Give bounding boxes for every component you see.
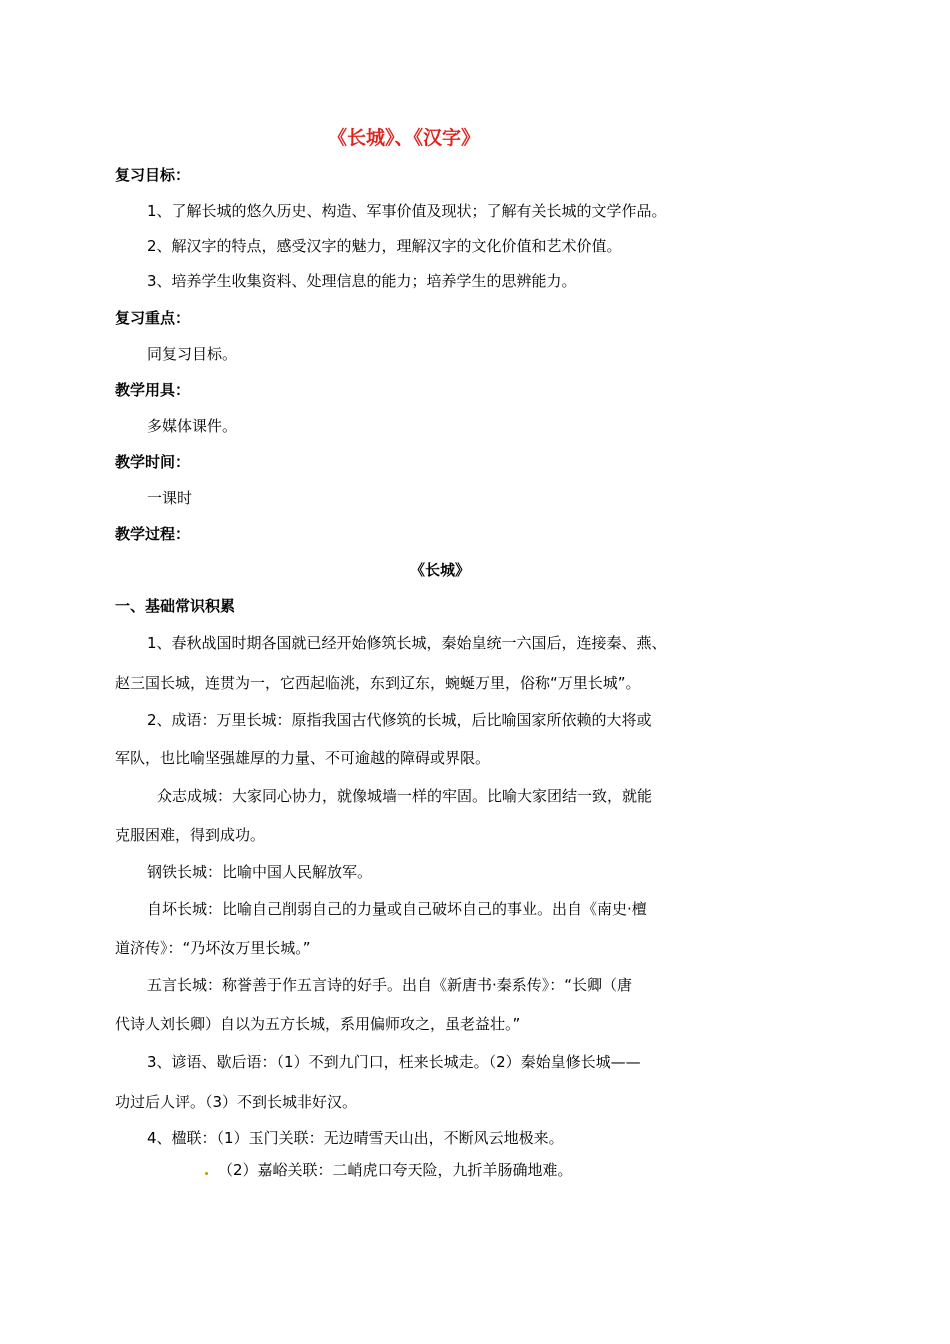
goal-item: 1、了解长城的悠久历史、构造、军事价值及现状；了解有关长城的文学作品。 (147, 202, 667, 220)
body-line: 代诗人刘长卿）自以为五方长城，系用偏师攻之，虽老益壮。” (115, 1015, 521, 1033)
body-line: 钢铁长城：比喻中国人民解放军。 (147, 863, 373, 881)
body-line: 道济传》：“乃坏汝万里长城。” (115, 939, 311, 957)
body-line: 众志成城：大家同心协力，就像城墙一样的牢固。比喻大家团结一致，就能 (157, 787, 653, 805)
section-title: 《长城》 (410, 561, 471, 579)
stray-dot-mark (205, 1172, 208, 1175)
part1-heading: 一、基础常识积累 (115, 597, 236, 615)
document-title: 《长城》、《汉字》 (328, 127, 481, 149)
goal-item: 2、解汉字的特点，感受汉字的魅力，理解汉字的文化价值和艺术价值。 (147, 237, 622, 255)
body-line: 赵三国长城，连贯为一，它西起临洮，东到辽东，蜿蜒万里，俗称“万里长城”。 (115, 674, 641, 692)
goals-heading: 复习目标： (115, 166, 191, 184)
keypoints-text: 同复习目标。 (147, 345, 238, 363)
body-line: 4、楹联：（1）玉门关联：无边晴雪天山出，不断风云地极来。 (147, 1129, 564, 1147)
keypoints-heading: 复习重点： (115, 309, 191, 327)
body-line: 军队，也比喻坚强雄厚的力量、不可逾越的障碍或界限。 (115, 749, 491, 767)
body-line: 自坏长城：比喻自己削弱自己的力量或自己破坏自己的事业。出自《南史·檀 (147, 900, 647, 918)
body-line: 2、成语：万里长城：原指我国古代修筑的长城，后比喻国家所依赖的大将或 (147, 711, 652, 729)
body-line: （2）嘉峪关联：二峭虎口夸天险，九折羊肠确地难。 (218, 1161, 573, 1179)
time-heading: 教学时间： (115, 453, 191, 471)
body-line: 五言长城：称誉善于作五言诗的好手。出自《新唐书·秦系传》：“长卿（唐 (147, 976, 633, 994)
body-line: 3、谚语、歇后语：（1）不到九门口，枉来长城走。（2）秦始皇修长城—— (147, 1053, 641, 1071)
process-heading: 教学过程： (115, 525, 191, 543)
tools-text: 多媒体课件。 (147, 417, 238, 435)
body-line: 克服困难，得到成功。 (115, 826, 266, 844)
body-line: 功过后人评。（3）不到长城非好汉。 (115, 1093, 358, 1111)
time-text: 一课时 (147, 489, 193, 507)
body-line: 1、春秋战国时期各国就已经开始修筑长城，秦始皇统一六国后，连接秦、燕、 (147, 634, 667, 652)
tools-heading: 教学用具： (115, 381, 191, 399)
goal-item: 3、培养学生收集资料、处理信息的能力；培养学生的思辨能力。 (147, 272, 577, 290)
